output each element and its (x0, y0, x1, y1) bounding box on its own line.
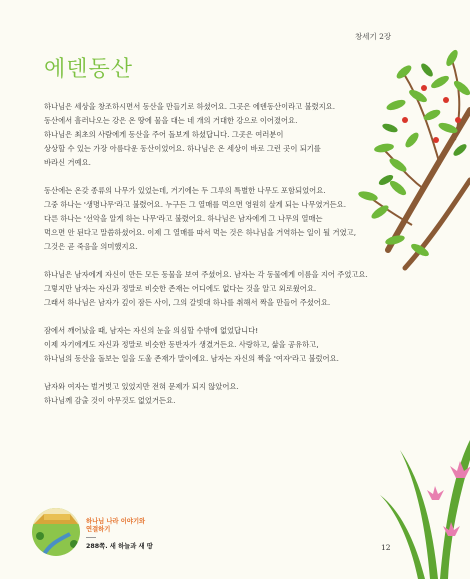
divider (86, 537, 96, 538)
text-line: 먹으면 안 된다고 말씀하셨어요. 이제 그 열매를 따서 먹는 것은 하나님을 거역하는 일이 될 거였고, (44, 228, 357, 237)
text-line: 하나님은 남자에게 자신이 만든 모든 동물을 보여 주셨어요. 남자는 각 동물에게 이름을 지어 주었고요. (44, 270, 368, 279)
connection-link[interactable]: 288쪽. 새 하늘과 새 땅 (86, 543, 153, 550)
text-line: 하나님은 최초의 사람에게 동산을 주어 돌보게 하셨답니다. 그곳은 여러분이 (44, 130, 284, 139)
text-line: 다른 하나는 '선악을 알게 하는 나무'라고 불렸어요. 하나님은 남자에게 그 나무의 열매는 (44, 214, 323, 223)
text-line: 상상할 수 있는 가장 아름다운 동산이었어요. 하나님은 온 세상이 바로 그런 곳이 되기를 (44, 144, 321, 153)
text-line: 잠에서 깨어났을 때, 남자는 자신의 눈을 의심할 수밖에 없었답니다! (44, 326, 259, 335)
paragraph (44, 380, 384, 408)
page-title: 에덴동산 (44, 57, 134, 82)
paragraph (44, 100, 384, 170)
story-connection-note (86, 518, 153, 550)
story-body (44, 100, 384, 422)
text-line: 하나님께 감출 것이 아무것도 없었거든요. (44, 396, 176, 405)
text-line: 바라신 거예요. (44, 158, 91, 167)
text-line: 그것은 곧 죽음을 의미했지요. (44, 242, 138, 251)
text-line: 동산에서 흘러나오는 강은 온 땅에 물을 대는 네 개의 거대한 강으로 이어졌어요. (44, 116, 298, 125)
chapter-reference: 창세기 2장 (355, 32, 392, 41)
paragraph (44, 184, 384, 254)
text-line: 하나님은 세상을 창조하시면서 동산을 만들기로 하셨어요. 그곳은 에덴동산이라고 불렸지요. (44, 102, 336, 111)
text-line: 하나님의 동산을 돌보는 일을 도울 존재가 말이에요. 남자는 자신의 짝을 '여자'라고 불렀어요. (44, 354, 339, 363)
connection-label: 연결하기 (86, 526, 111, 533)
text-line: 그래서 하나님은 남자가 깊이 잠든 사이, 그의 갈빗대 하나를 취해서 짝을 만들어 주셨어요. (44, 298, 331, 307)
text-line: 동산에는 온갖 종류의 나무가 있었는데, 거기에는 두 그루의 특별한 나무도 포함되었어요. (44, 186, 326, 195)
text-line: 그렇지만 남자는 자신과 정말로 비슷한 존재는 어디에도 없다는 것을 알고 외로웠어요. (44, 284, 317, 293)
text-line: 그중 하나는 '생명나무'라고 불렸어요. 누구든 그 열매를 먹으면 영원히 살게 되는 나무였거든요. (44, 200, 347, 209)
paragraph (44, 324, 384, 366)
text-line: 남자와 여자는 벌거벗고 있었지만 전혀 문제가 되지 않았어요. (44, 382, 239, 391)
page-number: 12 (381, 543, 391, 552)
connection-label: 하나님 나라 이야기와 (86, 518, 146, 525)
text-line: 이제 자기에게도 자신과 정말로 비슷한 동반자가 생겼거든요. 사랑하고, 삶을 공유하고, (44, 340, 319, 349)
paragraph (44, 268, 384, 310)
